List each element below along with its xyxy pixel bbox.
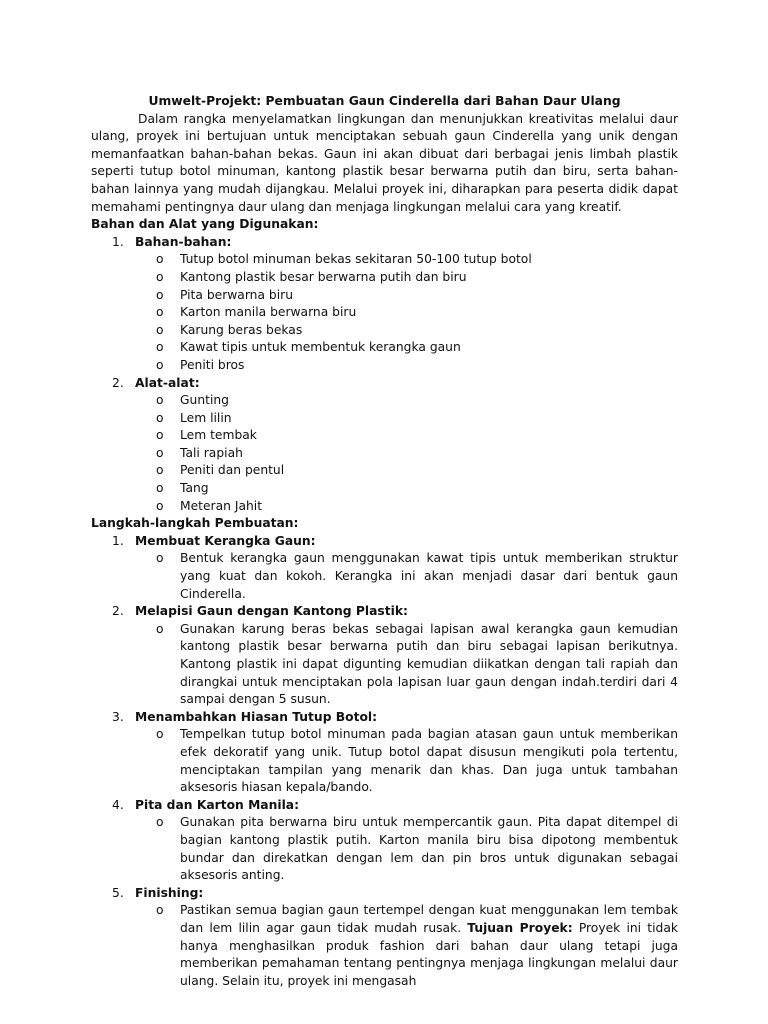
materials-group-bahan	[91, 234, 678, 375]
list-number: 1.	[112, 234, 124, 249]
bahan-items	[135, 251, 678, 374]
list-number: 5.	[112, 885, 124, 900]
list-item: o Peniti bros	[135, 357, 678, 375]
bullet-icon: o	[156, 621, 164, 636]
bullet-icon: o	[156, 727, 164, 742]
list-item: o Kawat tipis untuk membentuk kerangka gaun	[135, 339, 678, 357]
group-title: Bahan-bahan:	[135, 234, 232, 249]
bullet-icon: o	[156, 903, 164, 918]
list-number: 3.	[112, 709, 124, 724]
list-item: o Pita berwarna biru	[135, 287, 678, 305]
list-item: o Lem lilin	[135, 410, 678, 428]
step-4	[91, 797, 678, 885]
list-item: o Kantong plastik besar berwarna putih dan biru	[135, 269, 678, 287]
step-title: Finishing:	[135, 885, 204, 900]
list-item: o Peniti dan pentul	[135, 462, 678, 480]
list-number: 2.	[112, 375, 124, 390]
bullet-icon: o	[156, 428, 164, 443]
bullet-icon: o	[156, 551, 164, 566]
document-page	[91, 93, 678, 990]
list-item: o Karung beras bekas	[135, 322, 678, 340]
bullet-icon: o	[156, 305, 164, 320]
bullet-icon: o	[156, 410, 164, 425]
materials-heading: Bahan dan Alat yang Digunakan:	[91, 217, 319, 232]
bullet-icon: o	[156, 340, 164, 355]
step-text: o Tempelkan tutup botol minuman pada bagian atasan gaun untuk memberikan efek dekoratif yang unik. Tutup botol dapat disusun mengikuti pola tertentu, menciptakan tampilan yang menarik dan khas. Dan juga untuk tambahan aksesoris hiasan kepala/bando.	[156, 727, 678, 795]
list-item: o Tang	[135, 480, 678, 498]
list-item: o Tali rapiah	[135, 445, 678, 463]
bullet-icon: o	[156, 252, 164, 267]
step-title: Pita dan Karton Manila:	[135, 797, 300, 812]
intro-paragraph: Dalam rangka menyelamatkan lingkungan dan menunjukkan kreativitas melalui daur ulang, proyek ini bertujuan untuk menciptakan sebuah gaun Cinderella yang unik dengan memanfaatkan bahan-bahan bekas. Gaun ini akan dibuat dari berbagai jenis limbah plastik seperti tutup botol minuman, kantong plastik besar berwarna putih dan biru, serta bahan-bahan lainnya yang mudah dijangkau. Melalui proyek ini, diharapkan para peserta didik dapat memahami pentingnya daur ulang dan menjaga lingkungan melalui cara yang kreatif.	[91, 111, 678, 214]
project-goal-label: Tujuan Proyek:	[467, 920, 573, 935]
list-item: o Meteran Jahit	[135, 498, 678, 516]
list-number: 2.	[112, 604, 124, 619]
steps-heading: Langkah-langkah Pembuatan:	[91, 516, 299, 531]
step-text: o Pastikan semua bagian gaun tertempel dengan kuat menggunakan lem tembak dan lem lilin agar gaun tidak mudah rusak. Tujuan Proyek: Proyek ini tidak hanya menghasilkan produk fashion dari bahan daur ulang tetapi juga memberikan pemahaman tentang pentingnya menjaga lingkungan melalui daur ulang. Selain itu, proyek ini mengasah	[156, 903, 678, 988]
materials-list	[91, 234, 678, 516]
bullet-icon: o	[156, 393, 164, 408]
bullet-icon: o	[156, 815, 164, 830]
group-title: Alat-alat:	[135, 375, 200, 390]
alat-items	[135, 392, 678, 515]
bullet-icon: o	[156, 287, 164, 302]
list-item: o Tutup botol minuman bekas sekitaran 50-100 tutup botol	[135, 251, 678, 269]
step-text: o Gunakan karung beras bekas sebagai lapisan awal kerangka gaun kemudian kantong plastik besar berwarna putih dan biru sebagai lapisan berikutnya. Kantong plastik ini dapat digunting kemudian diikatkan dengan tali rapiah dan dirangkai untuk menciptakan pola lapisan luar gaun dengan indah.terdiri dari 4 sampai dengan 5 susun.	[156, 621, 678, 707]
step-title: Melapisi Gaun dengan Kantong Plastik:	[135, 604, 408, 619]
step-title: Membuat Kerangka Gaun:	[135, 533, 316, 548]
step-5	[91, 885, 678, 991]
step-text: o Gunakan pita berwarna biru untuk mempercantik gaun. Pita dapat ditempel di bagian kantong plastik putih. Karton manila biru bisa dipotong membentuk bundar dan direkatkan dengan lem dan pin bros untuk digunakan sebagai aksesoris anting.	[156, 815, 678, 883]
materials-group-alat	[91, 375, 678, 516]
step-2	[91, 603, 678, 709]
bullet-icon: o	[156, 322, 164, 337]
bullet-icon: o	[156, 463, 164, 478]
bullet-icon: o	[156, 445, 164, 460]
step-text: o Bentuk kerangka gaun menggunakan kawat tipis untuk memberikan struktur yang kuat dan kokoh. Kerangka ini akan menjadi dasar dari bentuk gaun Cinderella.	[156, 551, 678, 601]
bullet-icon: o	[156, 498, 164, 513]
step-title: Menambahkan Hiasan Tutup Botol:	[135, 709, 378, 724]
list-number: 4.	[112, 797, 124, 812]
step-1	[91, 533, 678, 603]
document-title: Umwelt-Projekt: Pembuatan Gaun Cinderella dari Bahan Daur Ulang	[148, 94, 621, 108]
bullet-icon: o	[156, 269, 164, 284]
steps-list	[91, 533, 678, 990]
list-item: o Lem tembak	[135, 427, 678, 445]
step-3	[91, 709, 678, 797]
bullet-icon: o	[156, 481, 164, 496]
list-item: o Karton manila berwarna biru	[135, 304, 678, 322]
list-number: 1.	[112, 533, 124, 548]
bullet-icon: o	[156, 357, 164, 372]
list-item: o Gunting	[135, 392, 678, 410]
